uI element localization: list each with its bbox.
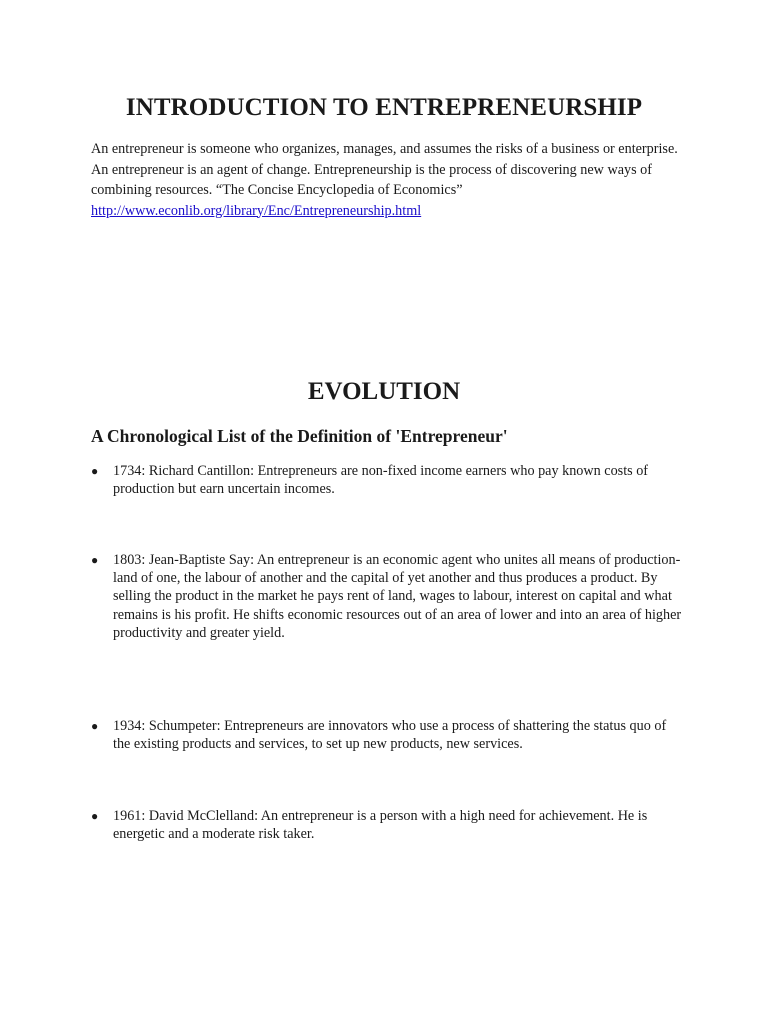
bullet-icon: ● (91, 809, 99, 823)
bullet-icon: ● (91, 464, 99, 478)
bullet-icon: ● (91, 553, 99, 567)
bullet-icon: ● (91, 719, 99, 733)
source-link[interactable]: http://www.econlib.org/library/Enc/Entrepreneurship.html (91, 202, 422, 219)
intro-text: An entrepreneur is someone who organizes, manages, and assumes the risks of a business or enterprise. An entrepreneur is an agent of change. Entrepreneurship is the process of discovering new ways of combining resources. “The Concise Encyclopedia of Economics” (91, 141, 678, 198)
list-item-text: 1961: David McClelland: An entrepreneur is a person with a high need for achievement. He is energetic and a moderate risk taker. (113, 808, 648, 843)
list-item (91, 807, 686, 843)
chronological-list-subtitle: A Chronological List of the Definition of 'Entrepreneur' (91, 426, 508, 446)
intro-paragraph (91, 139, 691, 221)
list-item-text: 1734: Richard Cantillon: Entrepreneurs are non-fixed income earners who pay known costs of production but earn uncertain incomes. (113, 463, 649, 498)
list-item-text: 1934: Schumpeter: Entrepreneurs are innovators who use a process of shattering the status quo of the existing products and services, to set up new products, new services. (113, 718, 667, 753)
document-title: INTRODUCTION TO ENTREPRENEURSHIP (125, 94, 643, 121)
list-item-text: 1803: Jean-Baptiste Say: An entrepreneur is an economic agent who unites all means of production- land of one, the labour of another and the capital of yet another and thus produces a product. By selling the product in the market he pays rent of land, wages to labour, interest on capital and what remains is his profit. He shifts economic resources out of an area of lower and into an area of higher productivity and greater yield. (113, 552, 682, 641)
list-item (91, 551, 686, 642)
list-item (91, 717, 686, 753)
section-title-evolution: EVOLUTION (307, 378, 461, 405)
list-item (91, 462, 686, 498)
